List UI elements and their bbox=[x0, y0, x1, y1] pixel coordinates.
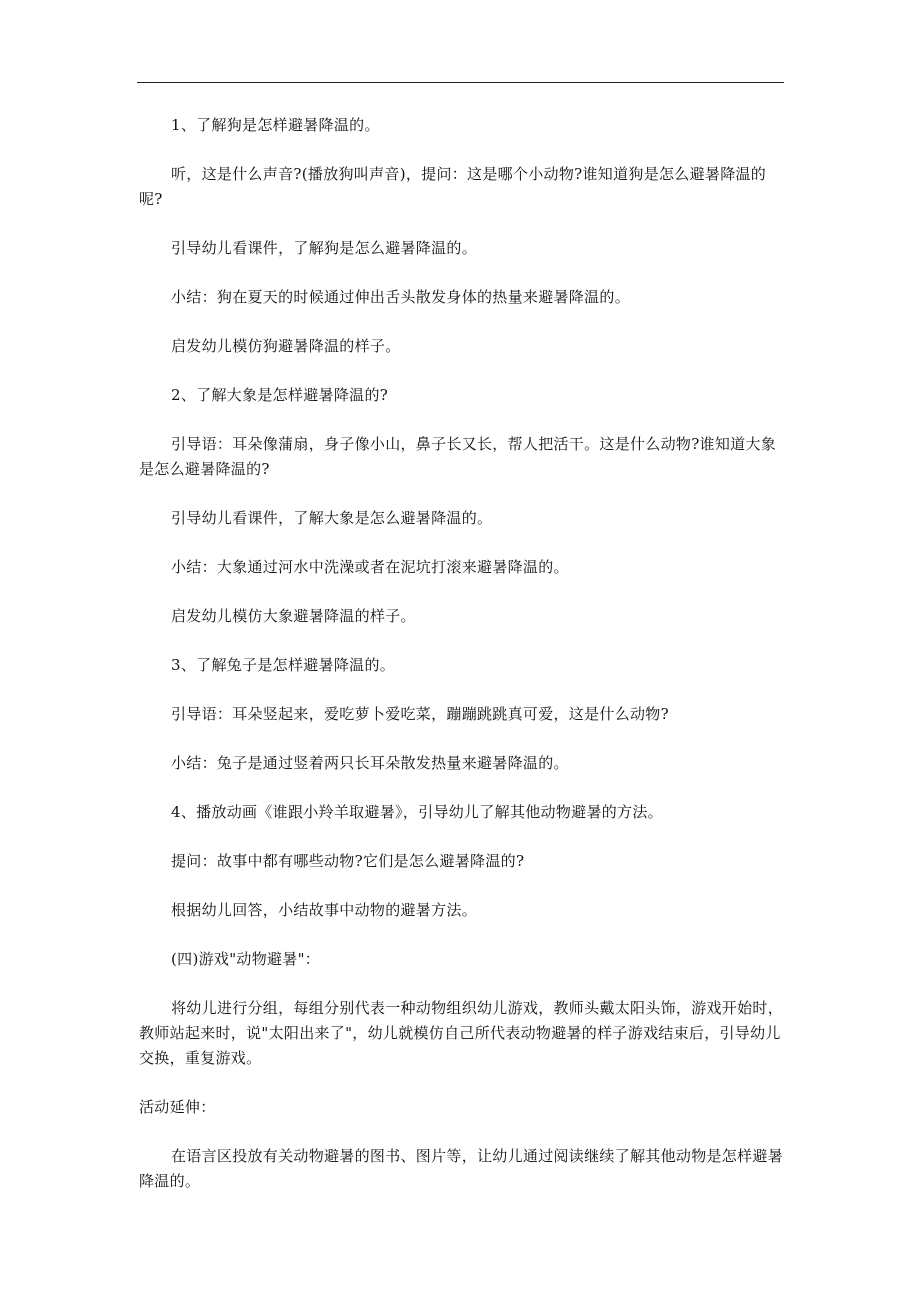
paragraph: 1、了解狗是怎样避暑降温的。 bbox=[171, 116, 380, 134]
paragraph: 4、播放动画《谁跟小羚羊取避暑》，引导幼儿了解其他动物避暑的方法。 bbox=[171, 803, 663, 821]
paragraph: 小结：大象通过河水中洗澡或者在泥坑打滚来避暑降温的。 bbox=[171, 558, 569, 576]
paragraph: 引导幼儿看课件，了解大象是怎么避暑降温的。 bbox=[171, 509, 493, 527]
paragraph: 提问：故事中都有哪些动物?它们是怎么避暑降温的? bbox=[171, 852, 525, 870]
paragraph: 2、了解大象是怎样避暑降温的? bbox=[171, 386, 389, 404]
section-heading: 活动延伸： bbox=[139, 1098, 216, 1116]
paragraph: 3、了解兔子是怎样避暑降温的。 bbox=[171, 656, 396, 674]
paragraph: 根据幼儿回答，小结故事中动物的避暑方法。 bbox=[171, 901, 478, 919]
paragraph: 在语言区投放有关动物避暑的图书、图片等，让幼儿通过阅读继续了解其他动物是怎样避暑降温的。 bbox=[139, 1147, 784, 1190]
paragraph: 启发幼儿模仿狗避暑降温的样子。 bbox=[171, 337, 401, 355]
paragraph: 小结：狗在夏天的时候通过伸出舌头散发身体的热量来避暑降温的。 bbox=[171, 288, 631, 306]
paragraph: 听，这是什么声音?(播放狗叫声音)，提问：这是哪个小动物?谁知道狗是怎么避暑降温的呢? bbox=[139, 165, 767, 208]
paragraph: 小结：兔子是通过竖着两只长耳朵散发热量来避暑降温的。 bbox=[171, 754, 569, 772]
document-body bbox=[139, 113, 783, 1194]
paragraph: 引导语：耳朵像蒲扇，身子像小山，鼻子长又长，帮人把活干。这是什么动物?谁知道大象是怎么避暑降温的? bbox=[139, 435, 777, 478]
paragraph: 启发幼儿模仿大象避暑降温的样子。 bbox=[171, 607, 416, 625]
paragraph: 将幼儿进行分组，每组分别代表一种动物组织幼儿游戏，教师头戴太阳头饰，游戏开始时，教师站起来时，说"太阳出来了"，幼儿就模仿自己所代表动物避暑的样子游戏结束后，引导幼儿交换，重复游戏。 bbox=[139, 999, 784, 1067]
paragraph: 引导幼儿看课件，了解狗是怎么避暑降温的。 bbox=[171, 239, 478, 257]
header-rule bbox=[137, 82, 784, 83]
paragraph: 引导语：耳朵竖起来，爱吃萝卜爱吃菜，蹦蹦跳跳真可爱，这是什么动物? bbox=[171, 705, 669, 723]
paragraph: (四)游戏"动物避暑"： bbox=[171, 950, 321, 968]
